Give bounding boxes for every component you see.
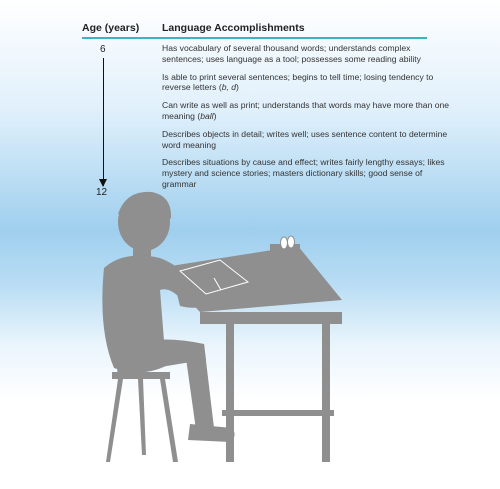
accomplishment-item: Can write as well as print; understands that words may have more than one meaning (ball) — [162, 100, 450, 121]
age-end-label: 12 — [96, 187, 108, 198]
accomplishment-item: Describes situations by cause and effect; writes fairly lengthy essays; likes mystery and science stories; masters dictionary skills; good sense of grammar — [162, 157, 445, 189]
language-column-header: Language Accomplishments — [162, 22, 305, 34]
accomplishment-item: Has vocabulary of several thousand words; understands complex sentences; uses language as a tool; possesses some reading ability — [162, 43, 421, 64]
age-column-header: Age (years) — [82, 22, 140, 34]
desk-front — [200, 312, 342, 324]
child-shin — [184, 344, 214, 430]
accomplishment-item: Describes objects in detail; writes well; uses sentence content to determine word meaning — [162, 128, 448, 150]
pencil-cup — [288, 236, 295, 248]
stool-leg — [106, 379, 123, 462]
accomplishment-item: Is able to print several sentences; begins to tell time; losing tendency to reverse letters (b, d) — [162, 71, 434, 93]
age-start-label: 6 — [100, 44, 106, 55]
desk-crossbar — [222, 410, 334, 416]
desk-leg — [322, 324, 330, 462]
stool-leg — [138, 379, 146, 455]
pencil-cup — [281, 237, 288, 249]
stool-leg — [160, 379, 178, 462]
